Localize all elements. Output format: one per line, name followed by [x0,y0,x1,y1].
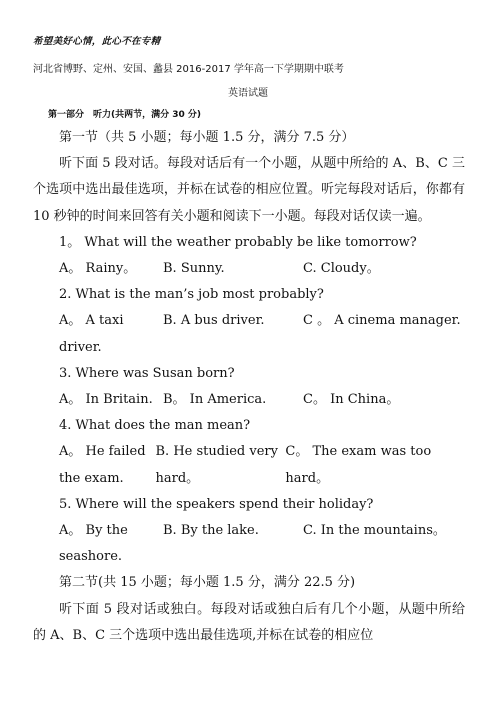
option-c: C. Cloudy。 [303,261,380,277]
option-c: C 。 A cinema manager. [303,313,461,329]
exam-subtitle: 英语试题 [228,88,268,99]
part-heading: 第一部分 听力(共两节，满分 30 分) [48,110,202,120]
option-a: A。 In Britain. [59,392,153,408]
document-body [33,125,465,649]
question-2: 2. What is the man’s job most probably? [59,287,324,303]
option-a: A。 Rainy。 [59,261,137,277]
option-b: B. He studied very hard。 [155,444,278,486]
options-3 [33,387,465,413]
option-c: C。 In China。 [303,392,400,408]
option-a: A。 He failed the exam. [59,444,146,486]
options-4 [33,439,465,491]
question-5: 5. Where will the speakers spend their holiday? [59,496,374,512]
option-a: A。 By the seashore. [59,523,128,565]
section1-heading: 第一节（共 5 小题；每小题 1.5 分，满分 7.5 分） [59,130,355,145]
exam-title: 河北省博野、定州、安国、蠡县 2016-2017 学年高一下学期期中联考 [33,64,344,75]
options-1 [33,256,465,282]
section1-instructions: 听下面 5 段对话。每段对话后有一个小题，从题中所给的 A、B、C 三个选项中选出最佳选项，并标在试卷的相应位置。听完每段对话后，你都有 10 秒钟的时间来回答有关小题和阅读下一小题。每段对话仅读一遍。 [33,156,465,224]
option-c: C. In the mountains。 [303,523,446,539]
option-a: A。 A taxi driver. [59,313,124,355]
question-3: 3. Where was Susan born? [59,365,235,381]
options-2 [33,308,465,360]
question-1: 1。 What will the weather probably be like tomorrow? [59,234,417,250]
option-b: B。 In America. [163,392,267,408]
section2-instructions: 听下面 5 段对话或独白。每段对话或独白后有几个小题，从题中所给的 A、B、C 三个选项中选出最佳选项,并标在试卷的相应位 [33,601,465,643]
option-c: C。 The exam was too hard。 [285,444,432,486]
header-motto: 希望美好心情，此心不在专精 [33,36,161,47]
options-5 [33,518,465,570]
option-b: B. Sunny. [163,261,225,277]
section2-heading: 第二节(共 15 小题；每小题 1.5 分，满分 22.5 分) [59,575,356,591]
question-4: 4. What does the man mean? [59,418,251,434]
option-b: B. By the lake. [163,523,259,539]
option-b: B. A bus driver. [163,313,265,329]
